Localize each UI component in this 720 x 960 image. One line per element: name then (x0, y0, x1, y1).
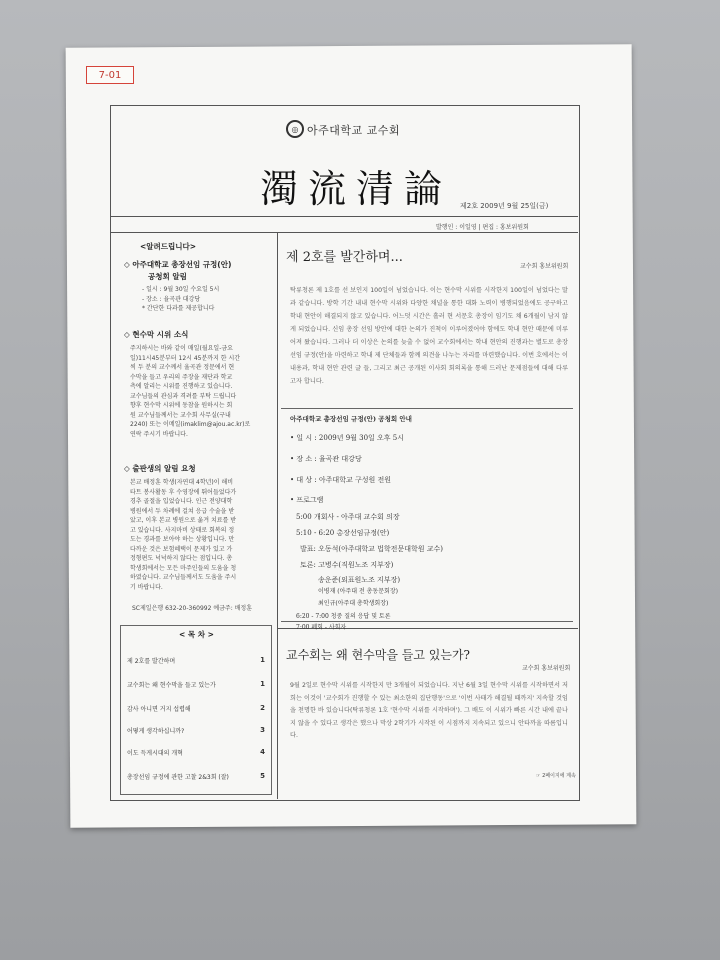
continued-note: ☞ 2페이지에 계속 (536, 773, 576, 779)
text-line: 하였습니다. 교수님들께서도 도움을 주시 (130, 574, 237, 581)
article-1-body: 탁류청론 제 1호를 선 보인지 100일이 넘었습니다. 이는 현수막 시위를 시작한지 100일이 넘었다는 말과 같습니다. 방학 기간 내내 현수막 시위와 다양한 채널을 통한 대화 노력이 병행되었음에도 공구하고 학내 현안이 해결되지 않고 있습니다. 어느덧 시간은 흘러 현 서문호 총장이 임기도 채 6개월이 남지 않게 되었습니다. 신임 총장 선임 방안에 대한 논의가 진척이 이루어졌어야 함에도 학내 현안 때문에 미루어져 왔습니다. 그러나 더 이상은 논의를 늦출 수 없어 교수회에서는 학내 현안의 진행과는 별도로 총장선임 규정(안)을 마련하고 학내 제 단체들과 함께 의견을 나누는 자리를 마련했습니다. 이번 호에서는 이 내용과, 학내 현안 관련 글 들, 그리고 최근 공개된 이사회 회의록을 통해 드러난 문제점들에 대해 다루고자 합니다. (290, 287, 568, 385)
toc-item-title: 감사 아니면 거지 섭렵해 (127, 706, 191, 713)
table-of-contents (120, 625, 272, 795)
program-line: 최인규(아주대 총학생회장) (318, 600, 389, 607)
red-label-sticker (86, 66, 134, 84)
toc-item-title: 이도 득게시대의 개혁 (127, 750, 183, 757)
notice-item-3-body (130, 478, 270, 592)
notice-item-2-title: ◇ 현수막 시위 소식 (124, 330, 189, 339)
notice-item-3-title: ◇ 출판생의 알림 요청 (124, 464, 196, 473)
program-line: 7:00 폐회 - 사회자 (296, 624, 347, 631)
text-line: 씩 두 분의 교수께서 율곡관 정문에서 현 (130, 364, 235, 371)
program-line: 5:10 - 6:20 총장선임규정(안) (296, 529, 390, 537)
text-line: 연락 주시기 바랍니다. (130, 430, 188, 438)
column-divider (277, 232, 278, 799)
toc-item-page: 4 (260, 748, 265, 756)
text-line: 본교 배정훈 학생(자연대 4학년)이 해비 (130, 479, 234, 486)
program-line: 발표: 오동석(아주대학교 법학전문대학원 교수) (300, 545, 443, 553)
toc-item-page: 2 (260, 704, 265, 712)
toc-item (127, 726, 265, 735)
notice-item-2-body (130, 344, 270, 439)
program-line: 이병재 (아주대 전 총동문회장) (318, 588, 398, 595)
text-line: 고 있습니다. 사지마비 상태로 회복의 정 (130, 526, 235, 534)
announcement-line: • 일 시 : 2009년 9월 30일 오후 5시 (290, 434, 405, 442)
masthead-title: 濁流清論 (260, 167, 453, 211)
toc-item-title: 어떻게 생각하십니까? (127, 728, 185, 735)
article-1-title: 제 2호를 발간하며... (286, 250, 403, 265)
notice-heading: <알려드립니다> (140, 242, 197, 251)
article-2-byline: 교수회 홍보위원회 (522, 665, 571, 672)
text-line: 타트 봉사활동 후 수영장에 뛰어들었다가 (130, 488, 237, 496)
article-1-byline: 교수회 홍보위원회 (520, 263, 569, 270)
text-line: 다까운 것은 보험혜택이 문제가 있고 가 (130, 545, 233, 553)
text-line: 았고, 이후 본교 병원으로 옮겨 치료를 받 (130, 517, 237, 524)
toc-item-title: 총장선임 규정에 관한 고찰 2&3회 (잘) (127, 774, 229, 781)
announcement-line: • 장 소 : 율곡관 대강당 (290, 455, 362, 463)
program-line: 송운준(외표원노조 지부장) (318, 576, 401, 584)
text-line: 병원에서 두 차례에 걸쳐 응급 수술을 받 (130, 507, 235, 515)
text-line: * 간단한 다과를 제공합니다 (142, 305, 215, 312)
toc-item-page: 1 (260, 680, 265, 688)
toc-heading: < 목 차 > (179, 630, 214, 639)
article-2-body: 9월 2일로 현수막 시위를 시작한지 만 3개월이 되었습니다. 지난 6월 3일 현수막 시위를 시작하면서 저희는 이것이 '교수회가 진행할 수 있는 최소한의 집단행동'으로 '이번 사태가 해결될 때까지' 지속할 것임을 천명한 바 있습니다(탁류청론 1호 '현수막 시위를 시작하며'). 그 배도 이 시위가 빠른 시간 내에 끝나지 않을 수 있다고 생각은 했으나 막상 2학기가 시작된 이 시점까지 지속되고 있으니 안타까울 따름입니다. (290, 682, 568, 739)
text-line: 2240) 또는 이메일(imaklim@ajou.ac.kr)로 (130, 421, 251, 428)
org-name: 아주대학교 교수회 (307, 124, 401, 137)
article-2-title: 교수회는 왜 현수막을 들고 있는가? (286, 648, 470, 662)
text-line: 일)11시45분부터 12시 45분까지 한 시간 (130, 354, 241, 362)
notice-item-1-subtitle: 공청회 알림 (148, 272, 187, 281)
program-line: 5:00 개회사 - 아주대 교수회 의장 (296, 513, 400, 521)
text-line: 측에 알리는 시위를 진행하고 있습니다. (130, 383, 233, 390)
text-line: 기 바랍니다. (130, 583, 163, 591)
announcement-title: 아주대학교 총장선임 규정(안) 공청회 안내 (290, 415, 412, 423)
text-line: 경추 골절을 입었습니다. 인근 전양대학 (130, 498, 233, 505)
issue-info: 제2호 2009년 9월 25일(금) (460, 202, 549, 210)
toc-item (127, 704, 265, 713)
program-line: 토론: 고병수(직원노조 지부장) (300, 561, 394, 569)
university-seal-icon: ◎ (286, 120, 304, 138)
notice-item-1-body (142, 285, 219, 314)
text-line: 수막을 들고 우리의 주장을 재단과 학교 (130, 373, 233, 381)
notice-item-1-title: ◇ 아주대학교 총장선임 규정(안) (124, 260, 232, 269)
toc-item (127, 772, 265, 781)
sticker-text: 7-01 (98, 69, 122, 81)
program-line: 6:20 - 7:00 청중 질의 응답 및 토론 (296, 613, 391, 620)
header-rule (110, 216, 578, 217)
text-line: 주지하시는 바와 같이 매일(월요일-금요 (130, 345, 233, 352)
text-line: 향후 현수막 시위에 동참을 원하시는 회 (130, 402, 233, 409)
text-line: 도는 경과를 보아야 하는 상황입니다. 만 (130, 536, 235, 543)
text-line: 학생회에서는 모든 마주인들의 도움을 청 (130, 564, 237, 572)
announcement-line: • 프로그램 (290, 496, 324, 504)
announcement-line: • 대 상 : 아주대학교 구성원 전원 (290, 476, 391, 484)
text-line: 원 교수님들께서는 교수회 사무실(구내 (130, 411, 231, 419)
toc-item-title: 제 2호를 발간하며 (127, 658, 176, 665)
toc-item (127, 748, 265, 757)
toc-item-title: 교수회는 왜 현수막을 들고 있는가 (127, 682, 216, 689)
toc-item-page: 3 (260, 726, 265, 734)
text-line: 정형편도 넉넉하지 않다는 점입니다. 총 (130, 555, 233, 562)
text-line: - 장소 : 율곡관 대강당 (142, 295, 201, 303)
toc-item (127, 680, 265, 689)
toc-item (127, 656, 265, 665)
text-line: - 일시 : 9월 30일 수요일 5시 (142, 286, 220, 293)
toc-item-page: 1 (260, 656, 265, 664)
donation-account: SC제일은행 632-20-360992 예금주: 배정훈 (132, 605, 253, 612)
publisher-info: 발행인 : 이일영 | 편집 : 홍보위원회 (436, 224, 529, 231)
text-line: 교수님들의 관심과 격려를 부탁 드립니다 (130, 392, 237, 400)
header-rule-2 (110, 232, 578, 233)
toc-item-page: 5 (260, 772, 265, 780)
